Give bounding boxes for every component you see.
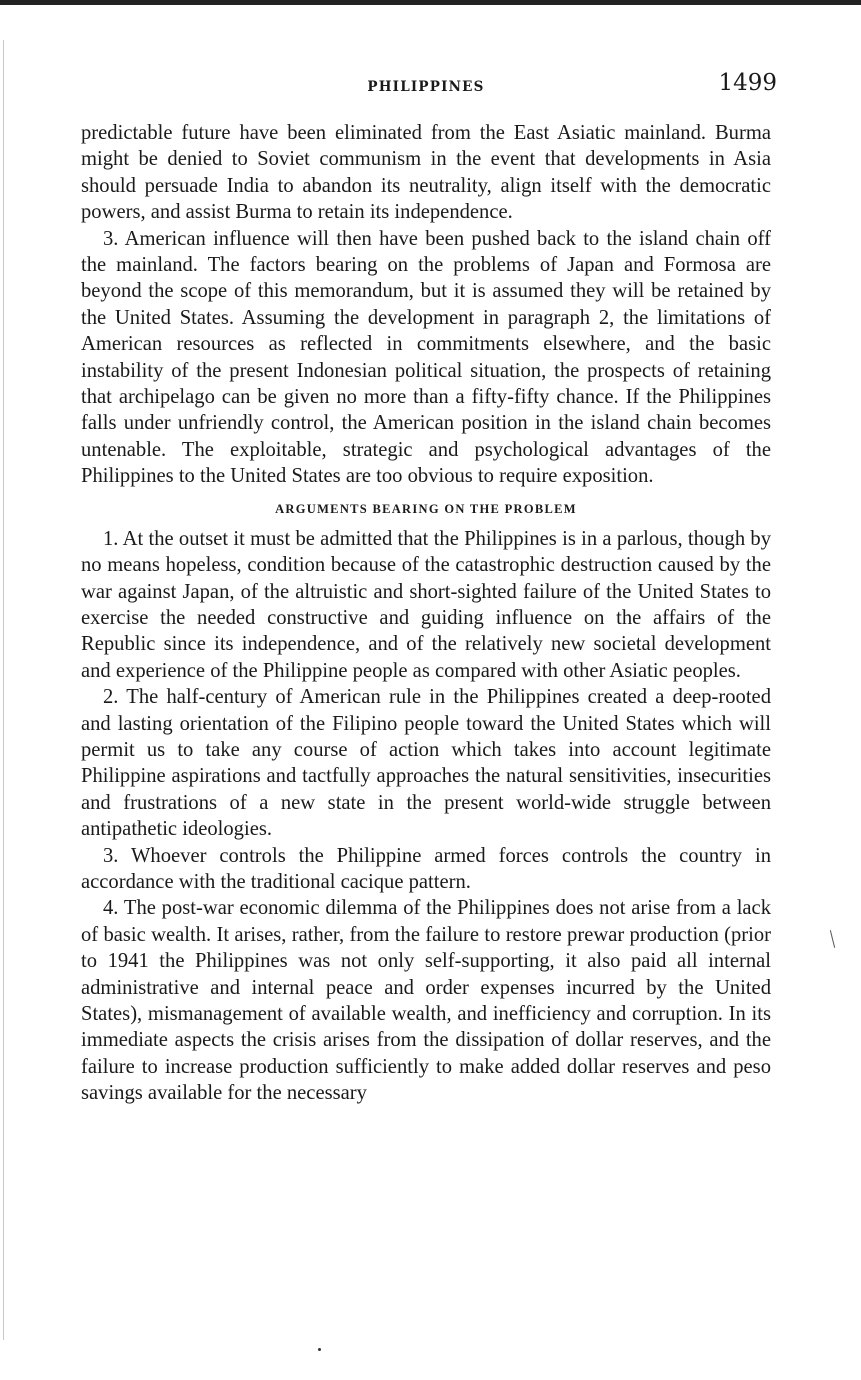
paragraph-3: 3. American influence will then have been pushed back to the island chain off the mainland. The factors bearing on the problems of Japan and Formosa are beyond the scope of this memorandum, but it is assumed they will be retained by the United States. Assuming the development in paragraph 2, the limitations of American resources as reflected in commitments elsewhere, and the basic instability of the present Indonesian political situation, the prospects of retaining that archipelago can be given no more than a fifty-fifty chance. If the Philippines falls under unfriendly control, the American position in the island chain becomes untenable. The exploitable, strategic and psychological advantages of the Philippines to the United States are too obvious to require exposition. — [81, 227, 771, 488]
scan-speck — [318, 1348, 321, 1351]
body-text — [81, 120, 771, 1107]
running-title: PHILIPPINES — [367, 79, 485, 95]
argument-1: 1. At the outset it must be admitted that the Philippines is in a parlous, though by no means hopeless, condition because of the catastrophic destruction caused by the war against Japan, of the altruistic and short-sighted failure of the United States to exercise the needed constructive and guiding influence on the affairs of the Republic since its independence, and of the relatively new societal development and experience of the Philippine people as compared with other Asiatic peoples. — [81, 527, 771, 682]
continuation-paragraph: predictable future have been eliminated from the East Asiatic mainland. Burma might be denied to Soviet communism in the event that developments in Asia should persuade India to abandon its neutrality, align itself with the democratic powers, and assist Burma to retain its independence. — [81, 122, 771, 224]
argument-4: 4. The post-war economic dilemma of the Philippines does not arise from a lack of basic wealth. It arises, rather, from the failure to restore prewar production (prior to 1941 the Philippines was not only self-supporting, it also paid all internal administrative and internal peace and order expenses incurred by the United States), mismanagement of available wealth, and inefficiency and corruption. In its immediate aspects the crisis arises from the dissipation of dollar reserves, and the failure to increase production sufficiently to make added dollar reserves and peso savings available for the necessary — [81, 897, 771, 1105]
page-number: 1499 — [718, 70, 777, 96]
argument-2: 2. The half-century of American rule in the Philippines created a deep-rooted and lasting orientation of the Filipino people toward the United States which will permit us to take any course of action which takes into account legitimate Philippine aspirations and tactfully approaches the natural sensitivities, insecurities and frustrations of a new state in the present world-wide struggle between antipathetic ideologies. — [81, 686, 771, 841]
scan-edge-top — [0, 0, 861, 5]
running-header — [81, 70, 777, 104]
section-heading: ARGUMENTS BEARING ON THE PROBLEM — [275, 501, 577, 516]
scan-edge-left — [3, 40, 4, 1340]
argument-3: 3. Whoever controls the Philippine armed forces controls the country in accordance with the traditional cacique pattern. — [81, 844, 771, 893]
margin-mark — [830, 930, 835, 948]
document-page — [81, 70, 777, 1107]
